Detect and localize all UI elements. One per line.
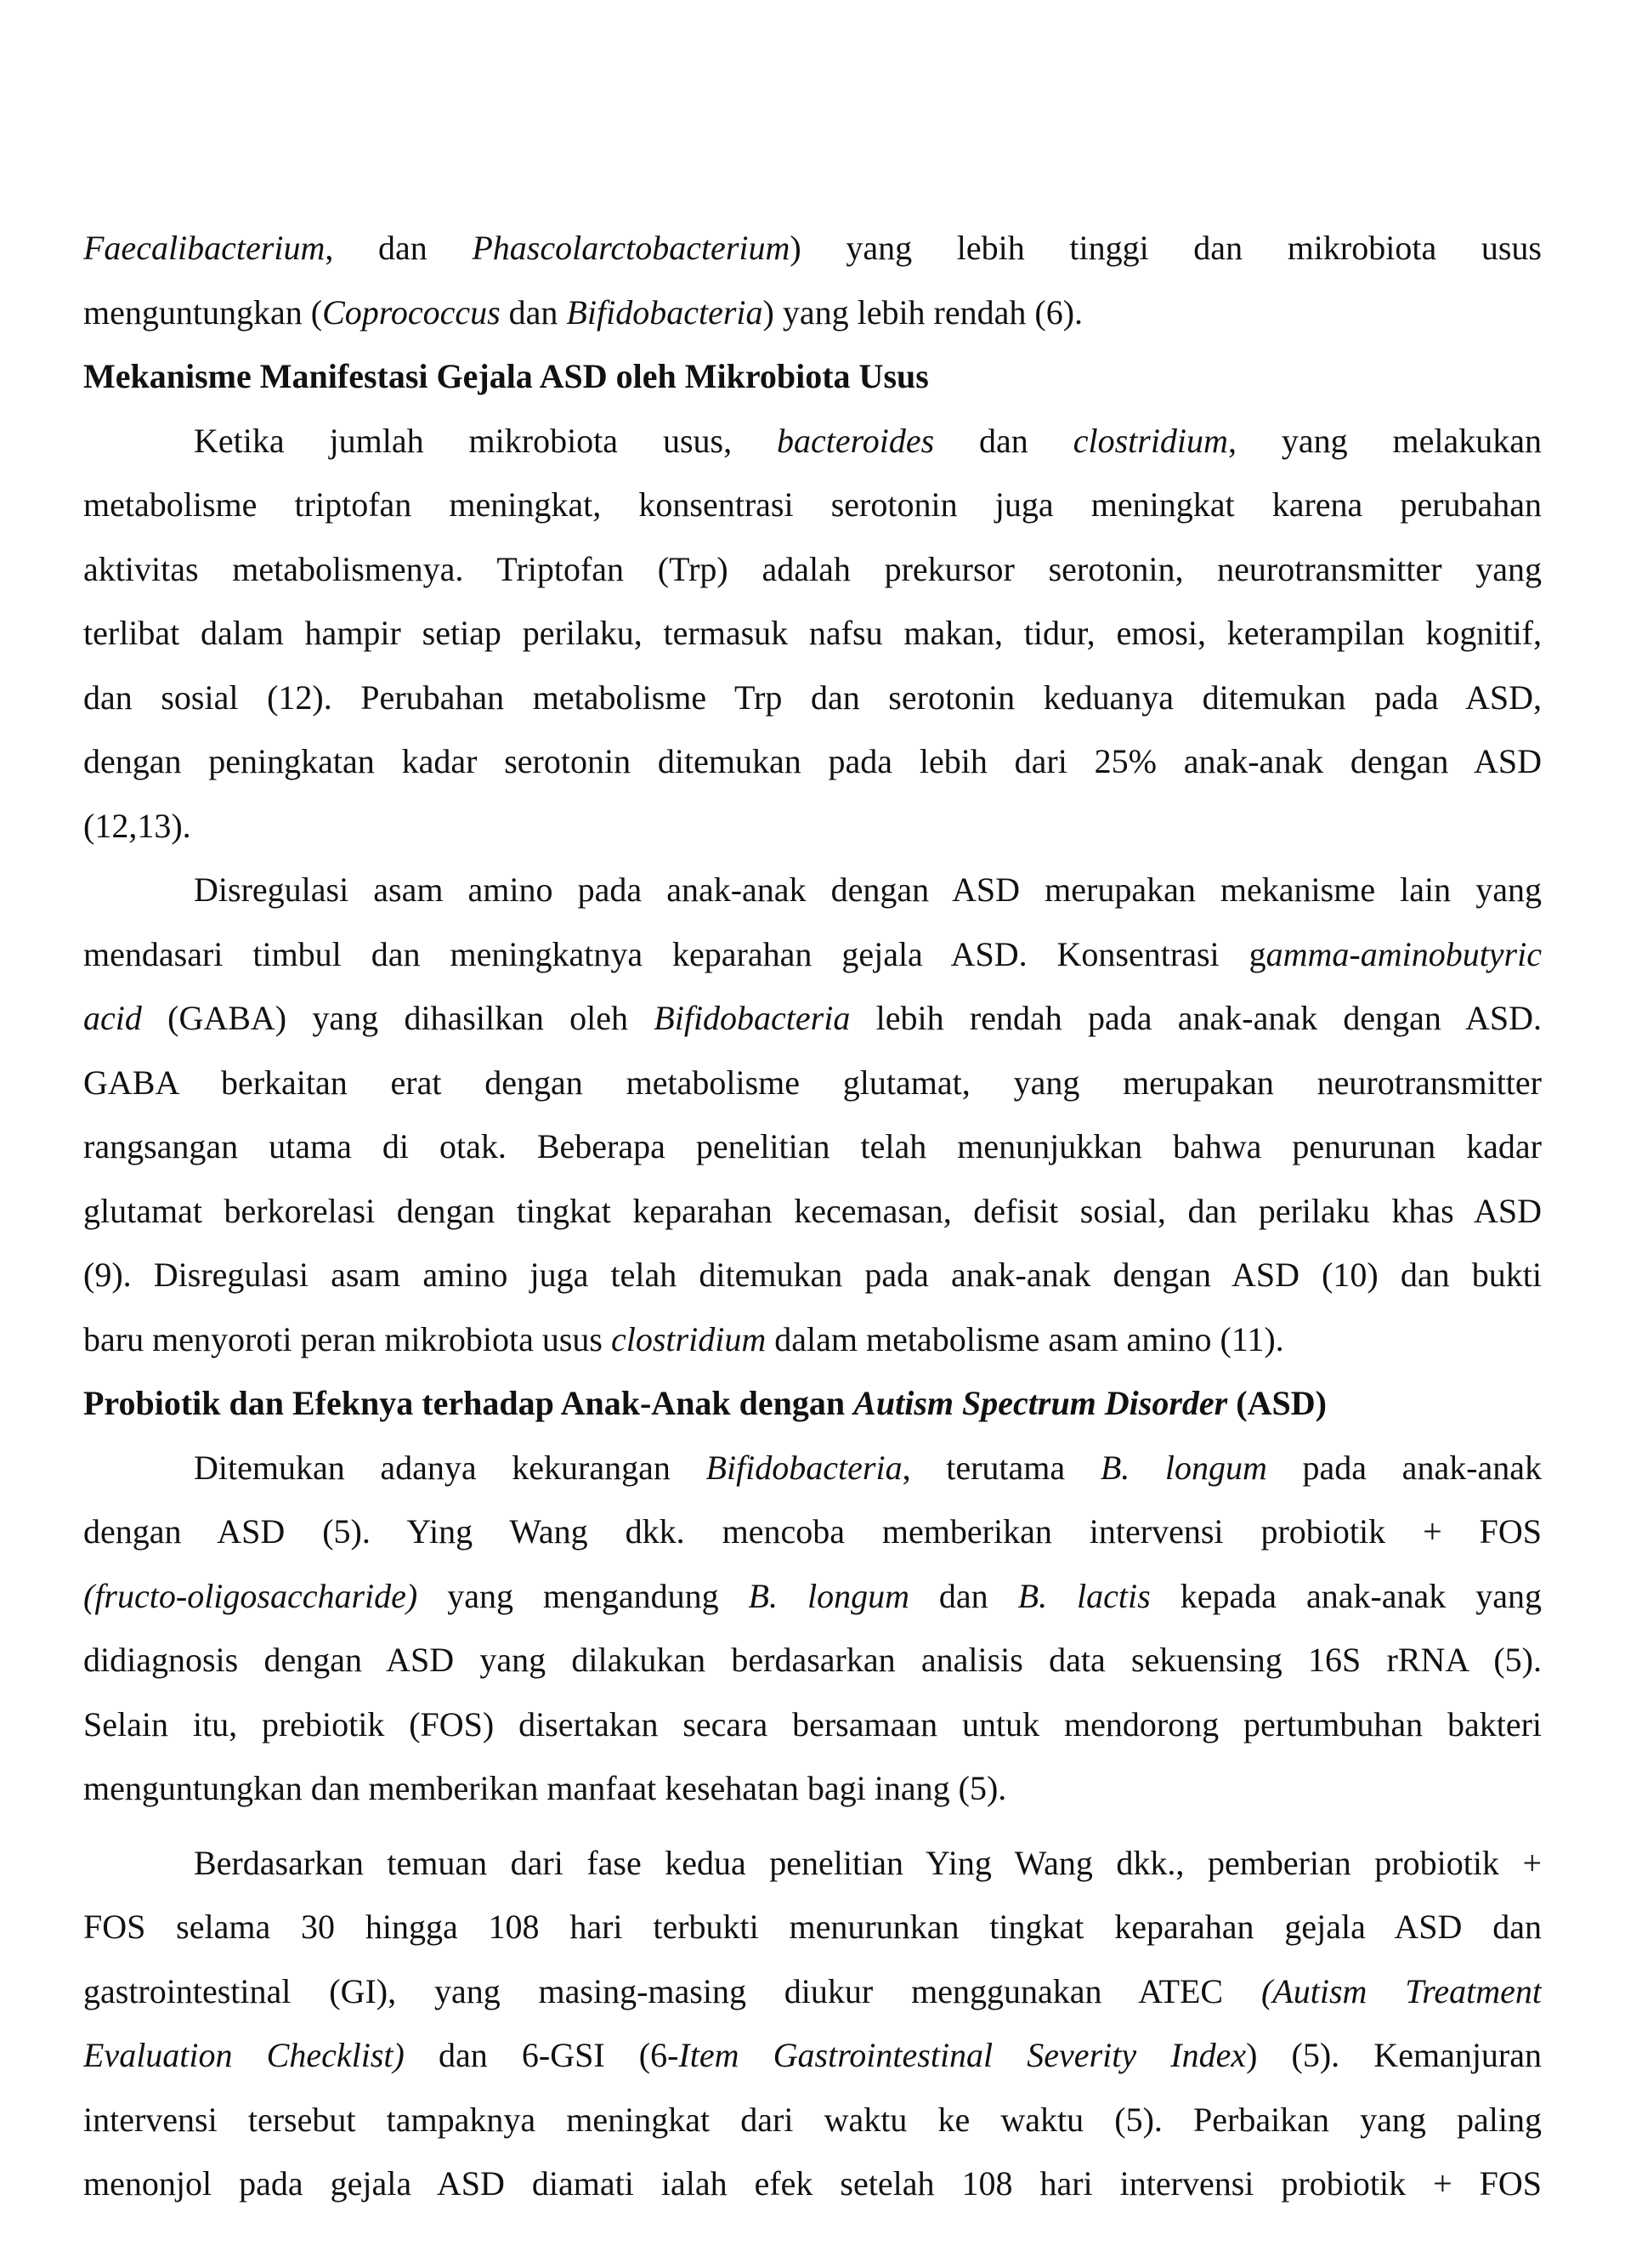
text-line	[83, 1628, 1542, 1692]
body-paragraph	[83, 216, 1542, 344]
text-segment: lebih rendah pada anak-anak dengan ASD.	[850, 999, 1542, 1037]
text-line	[83, 1500, 1542, 1564]
text-line	[83, 666, 1542, 730]
text-segment: Mekanisme Manifestasi Gejala ASD oleh Mikrobiota Usus	[83, 357, 929, 395]
text-line	[83, 281, 1542, 345]
text-segment: Ketika jumlah mikrobiota usus,	[194, 421, 777, 460]
text-line	[83, 1371, 1542, 1436]
text-segment: baru menyoroti peran mikrobiota usus	[83, 1319, 611, 1358]
text-line	[83, 1436, 1542, 1500]
text-line	[83, 1692, 1542, 1757]
italic-text: B. longum	[748, 1576, 909, 1615]
text-line	[83, 729, 1542, 794]
text-segment: , dan	[325, 229, 473, 267]
text-segment: Selain itu, prebiotik (FOS) disertakan secara bersamaan untuk mendorong pertumbuhan bakteri	[83, 1704, 1542, 1744]
text-segment: aktivitas metabolismenya. Triptofan (Trp) adalah prekursor serotonin, neurotransmitter yang	[83, 549, 1542, 588]
text-line	[83, 1179, 1542, 1244]
text-line	[83, 1959, 1542, 2024]
text-segment: rangsangan utama di otak. Beberapa penelitian telah menunjukkan bahwa penurunan kadar	[83, 1127, 1542, 1165]
italic-text: Bifidobacteria	[654, 999, 851, 1037]
italic-text: Item Gastrointestinal Severity Index	[678, 2036, 1247, 2074]
text-segment: Probiotik dan Efeknya terhadap Anak-Anak dengan	[83, 1384, 854, 1422]
text-line	[83, 2152, 1542, 2216]
text-line	[83, 986, 1542, 1051]
text-segment: ) yang lebih rendah (6).	[762, 292, 1084, 332]
text-segment: dan	[934, 421, 1073, 460]
text-line	[83, 1564, 1542, 1629]
paragraph-spacer	[83, 1821, 1542, 1831]
text-segment: dan sosial (12). Perubahan metabolisme Trp dan serotonin keduanya ditemukan pada ASD,	[83, 678, 1542, 717]
text-segment: Berdasarkan temuan dari fase kedua penelitian Ying Wang dkk., pemberian probiotik +	[194, 1843, 1542, 1882]
body-paragraph	[83, 858, 1542, 1371]
text-line	[83, 1051, 1542, 1115]
text-segment: ) (5). Kemanjuran	[1246, 2036, 1542, 2074]
text-segment: Disregulasi asam amino pada anak-anak dengan ASD merupakan mekanisme lain yang	[194, 870, 1542, 909]
text-segment: glutamat berkorelasi dengan tingkat keparahan kecemasan, defisit sosial, dan perilaku khas ASD	[83, 1191, 1542, 1230]
italic-text: acid	[83, 999, 142, 1037]
text-line	[83, 409, 1542, 473]
text-segment: (GABA) yang dihasilkan oleh	[141, 999, 654, 1037]
text-line	[83, 1895, 1542, 1959]
text-line	[83, 1114, 1542, 1179]
text-line	[83, 922, 1542, 987]
text-line	[83, 2023, 1542, 2088]
section-heading	[83, 344, 1542, 409]
text-segment: menonjol pada gejala ASD diamati ialah efek setelah 108 hari intervensi probiotik + FOS	[83, 2164, 1542, 2203]
text-line	[83, 344, 1542, 409]
text-line	[83, 1831, 1542, 1896]
text-segment: gastrointestinal (GI), yang masing-masing diukur menggunakan ATEC	[83, 1971, 1261, 2010]
text-segment: (12,13).	[83, 806, 191, 845]
italic-text: clostridium	[610, 1319, 767, 1358]
text-segment: yang mengandung	[417, 1576, 749, 1615]
text-segment: dan	[909, 1576, 1018, 1615]
italic-text: B. longum	[1100, 1448, 1267, 1487]
text-segment: , terutama	[902, 1448, 1101, 1487]
text-segment: dalam metabolisme asam amino (11).	[766, 1319, 1284, 1358]
text-line	[83, 1756, 1542, 1821]
italic-text: clostridium	[1073, 421, 1228, 460]
text-line	[83, 473, 1542, 537]
text-segment: GABA berkaitan erat dengan metabolisme glutamat, yang merupakan neurotransmitter	[83, 1063, 1542, 1102]
text-line	[83, 794, 1542, 859]
text-line	[83, 858, 1542, 922]
text-segment: kepada anak-anak yang	[1150, 1576, 1542, 1615]
text-line	[83, 2088, 1542, 2152]
text-segment: menguntungkan (	[83, 292, 323, 332]
text-line	[83, 1307, 1542, 1372]
text-segment: FOS selama 30 hingga 108 hari terbukti menurunkan tingkat keparahan gejala ASD dan	[83, 1908, 1542, 1946]
italic-text: B. lactis	[1017, 1576, 1151, 1615]
document-page	[83, 216, 1542, 2216]
italic-text: bacteroides	[777, 421, 935, 460]
text-segment: dengan ASD (5). Ying Wang dkk. mencoba memberikan intervensi probiotik + FOS	[83, 1512, 1542, 1551]
text-segment: metabolisme triptofan meningkat, konsentrasi serotonin juga meningkat karena perubahan	[83, 485, 1542, 524]
italic-text: Coprococcus	[322, 292, 501, 332]
text-segment: mendasari timbul dan meningkatnya keparahan gejala ASD. Konsentrasi g	[83, 934, 1266, 973]
body-paragraph	[83, 1436, 1542, 1821]
text-segment: dan	[500, 292, 567, 332]
italic-text: Faecalibacterium	[83, 229, 326, 267]
text-segment: terlibat dalam hampir setiap perilaku, termasuk nafsu makan, tidur, emosi, keterampilan kognitif,	[83, 614, 1542, 652]
body-paragraph	[83, 1831, 1542, 2216]
text-segment: menguntungkan dan memberikan manfaat kesehatan bagi inang (5).	[83, 1769, 1007, 1807]
text-segment: pada anak-anak	[1266, 1448, 1542, 1487]
italic-text: (Autism Treatment	[1260, 1971, 1542, 2010]
text-segment: , yang melakukan	[1227, 421, 1542, 460]
text-segment: intervensi tersebut tampaknya meningkat dari waktu ke waktu (5). Perbaikan yang paling	[83, 2100, 1542, 2139]
italic-text: Phascolarctobacterium	[472, 229, 790, 267]
italic-text: Evaluation Checklist)	[83, 2036, 405, 2074]
text-segment: dan 6-GSI (6-	[404, 2036, 679, 2074]
text-segment: dengan peningkatan kadar serotonin ditemukan pada lebih dari 25% anak-anak dengan ASD	[83, 742, 1542, 780]
text-segment: didiagnosis dengan ASD yang dilakukan berdasarkan analisis data sekuensing 16S rRNA (5).	[83, 1641, 1542, 1679]
text-line	[83, 1243, 1542, 1307]
text-line	[83, 537, 1542, 602]
text-segment: (ASD)	[1227, 1384, 1327, 1422]
body-paragraph	[83, 409, 1542, 859]
italic-text: Bifidobacteria	[566, 292, 763, 332]
italic-text: amma-aminobutyric	[1265, 934, 1542, 973]
text-segment: Ditemukan adanya kekurangan	[194, 1448, 706, 1487]
text-segment: ) yang lebih tinggi dan mikrobiota usus	[790, 229, 1542, 267]
text-line	[83, 601, 1542, 666]
italic-text: Autism Spectrum Disorder	[853, 1384, 1228, 1422]
text-segment: (9). Disregulasi asam amino juga telah ditemukan pada anak-anak dengan ASD (10) dan bukti	[83, 1256, 1542, 1294]
italic-text: Bifidobacteria	[705, 1448, 903, 1487]
section-heading	[83, 1371, 1542, 1436]
italic-text: (fructo-oligosaccharide)	[83, 1576, 418, 1615]
text-line	[83, 216, 1542, 281]
